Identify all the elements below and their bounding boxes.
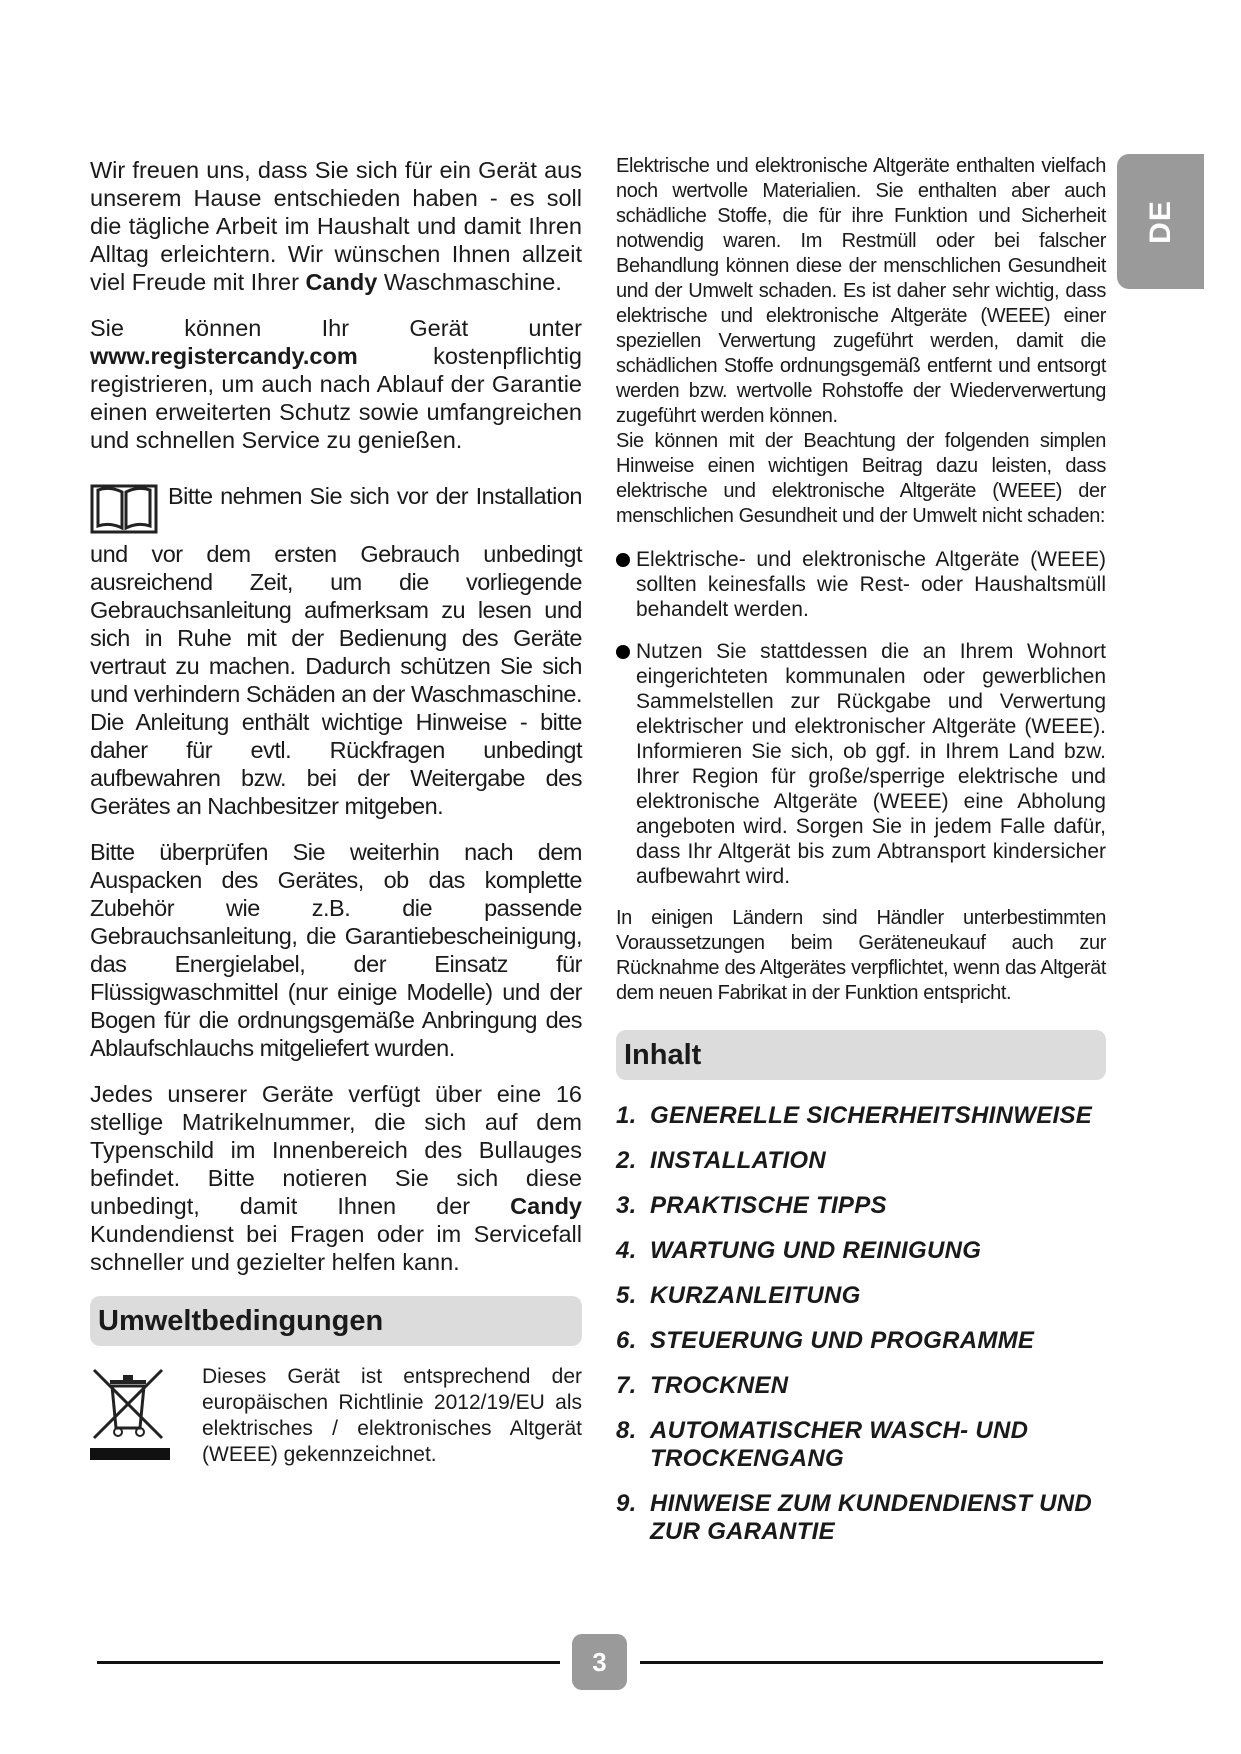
intro-paragraph: Wir freuen uns, dass Sie sich für ein Gerät aus unserem Hause entschieden haben - es soll die tägliche Arbeit im Haushalt und damit Ihren Alltag erleichtern. Wir wünschen Ihnen allzeit viel Freude mit Ihrer Candy Waschmaschine. <box>90 157 582 295</box>
page-number: 3 <box>572 1634 627 1690</box>
register-paragraph: Sie können Ihr Gerät unter www.registercandy.com kostenpflichtig registrieren, um auch nach Ablauf der Garantie einen erweiterten Schutz sowie umfangreichen und schnellen Service zu genießen. <box>90 315 582 453</box>
toc-item[interactable]: 3. PRAKTISCHE TIPPS <box>616 1192 887 1219</box>
manual-note-paragraph: Bitte nehmen Sie sich vor der Installation und vor dem ersten Gebrauch unbedingt ausreichend Zeit, um die vorliegende Gebrauchsanleitung aufmerksam zu lesen und sich in Ruhe mit der Bedienung des Geräte vertraut zu machen. Dadurch schützen Sie sich und verhindern Schäden an der Waschmaschine. Die Anleitung enthält wichtige Hinweise - bitte daher für evtl. Rückfragen unbedingt aufbewahren bzw. bei der Weitergabe des Gerätes an Nachbesitzer mitgeben. <box>90 483 582 819</box>
toc-item[interactable]: 9. HINWEISE ZUM KUNDENDIENST UND ZUR GARANTIE <box>616 1490 1093 1545</box>
right-column <box>616 154 1106 1563</box>
language-tab <box>1117 154 1204 289</box>
toc-item[interactable]: 5. KURZANLEITUNG <box>616 1282 861 1309</box>
contents-heading: Inhalt <box>616 1030 1106 1080</box>
bullet-item <box>616 547 1106 622</box>
register-url: www.registercandy.com <box>90 343 358 369</box>
weee-intro-paragraph: Elektrische und elektronische Altgeräte enthalten vielfach noch wertvolle Materialien. Sie enthalten aber auch schädliche Stoffe, die für ihre Funktion und Sicherheit notwendig waren. Im Restmüll oder bei falscher Behandlung können diese der menschlichen Gesundheit und der Umwelt schaden. Es ist daher sehr wichtig, dass elektrische und elektronische Altgeräte (WEEE) einer speziellen Verwertung zugeführt werden, damit die schädlichen Stoffe ordnungsgemäß entfernt und entsorgt werden bzw. wertvolle Rohstoffe der Wiederverwertung zugeführt werden können. <box>616 155 1106 427</box>
bullet-dot <box>616 553 630 567</box>
toc-item[interactable]: 2. INSTALLATION <box>616 1147 827 1174</box>
manual-book-icon <box>90 482 158 540</box>
bullet-text: Nutzen Sie stattdessen die an Ihrem Wohnort eingerichteten kommunalen oder gewerblichen Sammelstellen zur Rückgabe und Verwertung elektrischer und elektronischer Altgeräte (WEEE). Informieren Sie sich, ob ggf. in Ihrem Land bzw. Ihrer Region für große/sperrige elektrische und elektronische Altgeräte (WEEE) eine Abholung angeboten wird. Sorgen Sie in jedem Falle dafür, dass Ihr Altgerät bis zum Abtransport kindersicher aufbewahrt wird. <box>636 640 1106 888</box>
brand-name: Candy <box>305 269 378 295</box>
toc-item[interactable]: 1. GENERELLE SICHERHEITSHINWEISE <box>616 1102 1093 1129</box>
environment-heading: Umweltbedingungen <box>90 1296 582 1346</box>
accessories-paragraph: Bitte überprüfen Sie weiterhin nach dem Auspacken des Gerätes, ob das komplette Zubehör wie z.B. die passende Gebrauchsanleitung, die Garantiebescheinigung, das Energielabel, der Einsatz für Flüssigwaschmittel (nur einige Modelle) und der Bogen für die ordnungsgemäße Anbringung des Ablaufschlauchs mitgeliefert wurden. <box>90 839 582 1061</box>
brand-name: Candy <box>510 1193 582 1219</box>
bullet-text: Elektrische- und elektronische Altgeräte (WEEE) sollten keinesfalls wie Rest- oder Haushaltsmüll behandelt werden. <box>636 548 1106 621</box>
left-column <box>90 156 582 1468</box>
footer-rule-left <box>97 1661 560 1664</box>
footer-rule-right <box>640 1661 1103 1664</box>
toc-item[interactable]: 7. TROCKNEN <box>616 1372 789 1399</box>
table-of-contents <box>616 1102 1106 1546</box>
weee-text: Dieses Gerät ist entsprechend der europäischen Richtlinie 2012/19/EU als elektrisches / elektronisches Altgerät (WEEE) gekennzeichnet. <box>202 1365 582 1466</box>
toc-item[interactable]: 6. STEUERUNG UND PROGRAMME <box>616 1327 1035 1354</box>
bullet-item <box>616 639 1106 889</box>
dealer-note-paragraph: In einigen Ländern sind Händler unterbestimmten Voraussetzungen beim Geräteneukauf auch zur Rücknahme des Altgerätes verpflichtet, wenn das Altgerät dem neuen Fabrikat in der Funktion entspricht. <box>616 907 1106 1004</box>
weee-notice <box>90 1364 582 1468</box>
weee-hint-paragraph: Sie können mit der Beachtung der folgenden simplen Hinweise einen wichtigen Beitrag dazu leisten, dass elektrische und elektronische Altgeräte (WEEE) der menschlichen Gesundheit und der Umwelt nicht schaden: <box>616 430 1106 527</box>
serial-paragraph: Jedes unserer Geräte verfügt über eine 16 stellige Matrikelnummer, die sich auf dem Typenschild im Innenbereich des Bullauges befindet. Bitte notieren Sie sich diese unbedingt, damit Ihnen der Candy Kundendienst bei Fragen oder im Servicefall schneller und gezielter helfen kann. <box>90 1081 582 1275</box>
crossed-bin-icon <box>90 1364 180 1467</box>
language-tab-label: DE <box>1143 199 1177 244</box>
bullet-dot <box>616 645 630 659</box>
toc-item[interactable]: 8. AUTOMATISCHER WASCH- UND TROCKENGANG <box>616 1417 1029 1472</box>
toc-item[interactable]: 4. WARTUNG UND REINIGUNG <box>616 1237 982 1264</box>
